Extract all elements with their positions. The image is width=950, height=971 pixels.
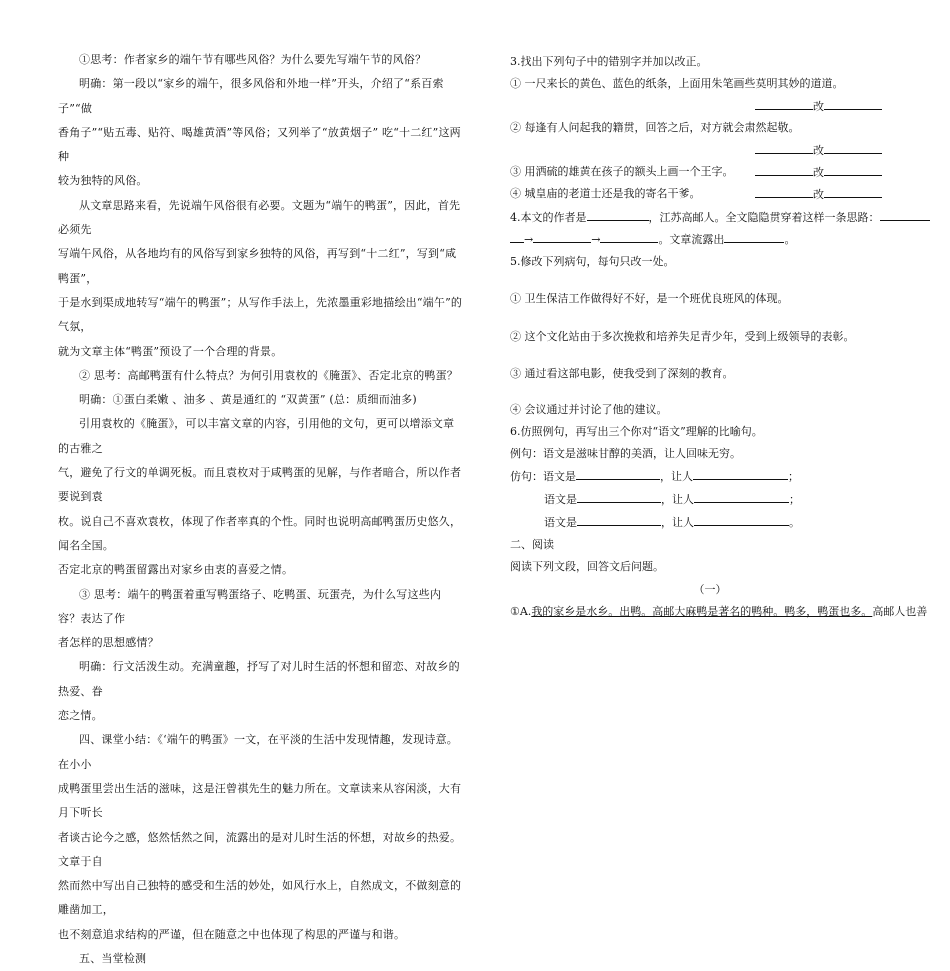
q4-line-2: → → 。文章流露出 。 <box>510 231 910 248</box>
author-blank[interactable] <box>587 209 649 221</box>
emotion-blank[interactable] <box>724 231 784 243</box>
passage-paragraph-1: ①A.我的家乡是水乡。出鸭。高邮大麻鸭是著名的鸭种。鸭多，鸭蛋也多。高邮人也善 <box>510 605 928 618</box>
answer-blank[interactable] <box>577 514 661 526</box>
left-text-line: 从文章思路来看，先说端午风俗很有必要。文题为“端午的鸭蛋”，因此，首先必须先 <box>58 198 461 237</box>
left-column <box>58 48 463 971</box>
left-text-line: 于是水到渠成地转写“端午的鸭蛋”；从写作手法上，先浓墨重彩地描绘出“端午”的气氛， <box>58 295 463 334</box>
left-text-line: 然而然中写出自己独特的感受和生活的妙处，如风行水上，自然成文，不做刻意的雕凿加工， <box>58 879 462 917</box>
answer-blank[interactable] <box>577 491 661 503</box>
left-text-line: 引用袁枚的《腌蛋》，可以丰富文章的内容，引用他的文句，更可以增添文章的古雅之 <box>58 417 455 455</box>
answer-blank[interactable] <box>755 98 813 110</box>
answer-blank[interactable] <box>755 142 813 154</box>
left-text-line: 恋之情。 <box>58 709 103 723</box>
left-text-line: 气，避免了行文的单调死板。而且袁枚对于咸鸭蛋的见解，与作者暗合，所以作者要说到袁 <box>58 466 462 504</box>
q5-item-1: ① 卫生保洁工作做得好不好，是一个班优良班风的体现。 <box>510 292 789 305</box>
left-text-line: 者怎样的思想感情？ <box>58 636 159 650</box>
thought-blank[interactable] <box>510 231 524 243</box>
left-text-line: 明确：行文活泼生动。充满童趣，抒写了对儿时生活的怀想和留恋、对故乡的热爱、眷 <box>58 660 460 698</box>
answer-blank[interactable] <box>824 186 882 198</box>
q6-answer-2: 语文是 ，让人 ； <box>544 493 800 506</box>
section-2-instruction: 阅读下列文段，回答文后问题。 <box>510 560 664 573</box>
left-text-line: 枚。说自己不喜欢袁枚，体现了作者率真的个性。同时也说明高邮鸭蛋历史悠久，闻名全国。 <box>58 514 462 552</box>
q3-item-3: ③ 用洒硫的雄黄在孩子的额头上画一个王字。 改 <box>510 164 910 180</box>
section-2-heading: 二、阅读 <box>510 538 554 551</box>
answer-blank[interactable] <box>694 514 789 526</box>
thought-blank[interactable] <box>600 231 658 243</box>
left-text-line: 者谈古论今之感，悠然恬然之间，流露出的是对儿时生活的怀想，对故乡的热爱。文章于自 <box>58 830 462 868</box>
left-text-line: ①思考：作者家乡的端午节有哪些风俗？为什么要先写端午节的风俗？ <box>79 53 427 66</box>
answer-blank[interactable] <box>824 98 882 110</box>
left-text-line: 就为文章主体“鸭蛋”预设了一个合理的背景。 <box>58 344 283 358</box>
answer-blank[interactable] <box>694 491 789 503</box>
left-text-line: 也不刻意追求结构的严谨，但在随意之中也体现了构思的严谨与和谐。 <box>58 927 406 941</box>
q6-title: 6.仿照例句，再写出三个你对“语文”理解的比喻句。 <box>510 425 763 438</box>
passage-number: （一） <box>693 583 727 596</box>
q4-line-1: 4.本文的作者是 ，江苏高邮人。全文隐隐贯穿着这样一条思路： <box>510 209 910 226</box>
q3-item-1: ① 一尺来长的黄色、蓝色的纸条，上面用朱笔画些莫明其妙的道道。 <box>510 77 844 90</box>
left-text-line: 写端午风俗，从各地均有的风俗写到家乡独特的风俗，再写到“十二红”，写到“咸鸭蛋”， <box>58 247 457 285</box>
q3-item-2: ② 每逢有人问起我的籍贯，回答之后，对方就会肃然起敬。 <box>510 121 800 134</box>
left-text-line: 较为独特的风俗。 <box>58 174 148 188</box>
q3-item-4: ④ 城皇庙的老道士还是我的寄名干爹。 改 <box>510 186 910 202</box>
left-text-line: 五、当堂检测 <box>79 951 147 965</box>
q6-example: 例句：语文是滋味甘醇的美酒，让人回味无穷。 <box>510 447 741 460</box>
q5-item-2: ② 这个文化站由于多次挽救和培养失足青少年，受到上级领导的表彰。 <box>510 330 855 343</box>
worksheet-page: ①思考：作者家乡的端午节有哪些风俗？为什么要先写端午节的风俗？ 明确：第一段以“家乡的端午，很多风俗和外地一样”开头，介绍了“系百索子”“做 香角子”“贴五毒、贴符、喝雄黄酒”等风俗；又列举了“放黄烟子” 吃“十二红”这两种 较为独特的风俗。 从文章思路来看，先说端午风俗很有必要。文题为“端午的鸭蛋”，因此，首先必须先 写端午风俗，从各地均有的风俗写到家乡独特的风俗，再写到“十二红”，写到“咸鸭蛋”， 于是水到渠成地转写“端午的鸭蛋”；从写作手法上，先浓墨重彩地描绘出“端午”的气氛， 就为文章主体“鸭蛋”预设了一个合理的背景。 ② 思考：高邮鸭蛋有什么特点？为何引用袁枚的《腌蛋》、否定北京的鸭蛋？ 明确：①蛋白柔嫩 、油多 、黄是通红的 “双黄蛋” (总：质细而油多) 引用袁枚的《腌蛋》，可以丰富文章的内容，引用他的文句，更可以增添文章的古雅之 气，避免了行文的单调死板。而且袁枚对于咸鸭蛋的见解，与作者暗合，所以作者要说到袁 枚。说自己不喜欢袁枚，体现了作者率真的个性。同时也说明高邮鸭蛋历史悠久，闻名全国。 否定北京的鸭蛋留露出对家乡由衷的喜爱之情。 ③ 思考：端午的鸭蛋着重写鸭蛋络子、吃鸭蛋、玩蛋壳，为什么写这些内容？表达了作 者怎样的思想感情？ 明确：行文活泼生动。充满童趣，抒写了对儿时生活的怀想和留恋、对故乡的热爱、眷 恋之情。 四、课堂小结：《‘端午的鸭蛋》一文，在平淡的生活中发现情趣，发现诗意。在小小 成鸭蛋里尝出生活的滋味，这是汪曾祺先生的魅力所在。文章读来从容闲淡，大有月下听长 者谈古论今之感，悠然恬然之间，流露出的是对儿时生活的怀想，对故乡的热爱。文章于自 然而然中写出自己独特的感受和生活的妙处，如风行水上，自然成文，不做刻意的雕凿加工， 也不刻意追求结构的严谨，但在随意之中也体现了构思的严谨与和谐。 五、当堂检测 3.找出下列句子中的错别字并加以改正。 ① 一尺来长的黄色、蓝色的纸条，上面用朱笔画些莫明其妙的道道。 改 ② 每逢有人问起我的籍贯，回答之后，对方就会肃然起敬。 改 ③ 用洒硫的雄黄在孩子的额头上画一个王字。 改 ④ 城皇庙的老道士还是我的寄名干爹。 改 4.本文的作者是 ，江苏高邮人。全文隐隐贯穿着这样一条思路： → → 。文章流露出 。 5.修改下列病句，每句只改一处。 ① 卫生保洁工作做得好不好，是一个班优良班风的体现。 ② 这个文化站由于多次挽救和培养失足青少年，受到上级领导的表彰。 ③ 通过看这部电影，使我受到了深刻的教育。 ④ 会议通过并讨论了他的建议。 6.仿照例句，再写出三个你对“语文”理解的比喻句。 例句：语文是滋味甘醇的美酒，让人回味无穷。 仿句：语文是 ，让人 ； 语文是 ，让人 ； 语文是 ，让人 。 二、阅读 阅读下列文段，回答文后问题。 （一） ①A.我的家乡是水乡。出鸭。高邮大麻鸭是著名的鸭种。鸭多，鸭蛋也多。高邮人也善 <box>0 0 950 671</box>
left-text-line: ② 思考：高邮鸭蛋有什么特点？为何引用袁枚的《腌蛋》、否定北京的鸭蛋？ <box>79 368 458 382</box>
left-text-line: 四、课堂小结：《‘端午的鸭蛋》一文，在平淡的生活中发现情趣，发现诗意。在小小 <box>58 733 458 771</box>
answer-blank[interactable] <box>824 142 882 154</box>
left-text-line: ③ 思考：端午的鸭蛋着重写鸭蛋络子、吃鸭蛋、玩蛋壳，为什么写这些内容？表达了作 <box>58 587 442 625</box>
answer-blank[interactable] <box>693 468 788 480</box>
answer-blank[interactable] <box>824 164 882 176</box>
left-text-line: 明确：第一段以“家乡的端午，很多风俗和外地一样”开头，介绍了“系百索子”“做 <box>58 77 444 115</box>
q5-title: 5.修改下列病句，每句只改一处。 <box>510 255 675 268</box>
left-text-line: 香角子”“贴五毒、贴符、喝雄黄酒”等风俗；又列举了“放黄烟子” 吃“十二红”这两种 <box>58 125 461 164</box>
answer-blank[interactable] <box>755 164 813 176</box>
answer-blank[interactable] <box>755 186 813 198</box>
answer-blank[interactable] <box>576 468 660 480</box>
thought-blank[interactable] <box>880 209 930 221</box>
left-text-line: 否定北京的鸭蛋留露出对家乡由衷的喜爱之情。 <box>58 563 294 577</box>
left-text-line: 明确：①蛋白柔嫩 、油多 、黄是通红的 “双黄蛋” (总：质细而油多) <box>79 393 417 407</box>
q3-title: 3.找出下列句子中的错别字并加以改正。 <box>510 55 708 68</box>
thought-blank[interactable] <box>533 231 591 243</box>
underlined-sentence: 我的家乡是水乡。出鸭。高邮大麻鸭是著名的鸭种。鸭多，鸭蛋也多。 <box>531 605 873 618</box>
q5-item-3: ③ 通过看这部电影，使我受到了深刻的教育。 <box>510 367 734 380</box>
q6-answer-3: 语文是 ，让人 。 <box>544 516 800 529</box>
left-text-line: 成鸭蛋里尝出生活的滋味，这是汪曾祺先生的魅力所在。文章读来从容闲淡，大有月下听长 <box>58 781 462 820</box>
q5-item-4: ④ 会议通过并讨论了他的建议。 <box>510 403 668 416</box>
q6-answer-1: 仿句：语文是 ，让人 ； <box>510 470 799 483</box>
